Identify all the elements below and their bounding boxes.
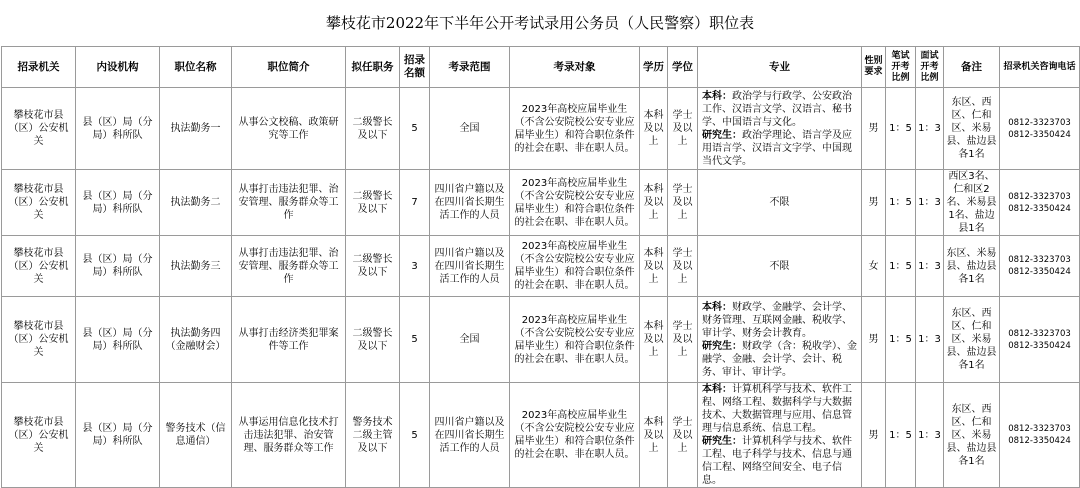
cell-quota: 5 xyxy=(400,88,430,170)
cell-position: 执法勤务三 xyxy=(160,236,232,297)
cell-rank: 二级警长及以下 xyxy=(346,170,400,236)
cell-gender: 男 xyxy=(862,88,886,170)
cell-intro: 从事运用信息化技术打击违法犯罪、治安管理、服务群众等工作 xyxy=(232,383,346,488)
cell-note: 东区、西区、仁和区、米易县、盐边县各1名 xyxy=(944,88,1000,170)
cell-note: 东区、米易县、盐边县各1名 xyxy=(944,236,1000,297)
cell-education: 本科及以上 xyxy=(640,297,668,383)
phone-2: 0812-3350424 xyxy=(1008,203,1071,214)
cell-dept: 县（区）局（分局）科所队 xyxy=(76,236,160,297)
cell-rank: 二级警长及以下 xyxy=(346,236,400,297)
page-title: 攀枝花市2022年下半年公开考试录用公务员（人民警察）职位表 xyxy=(325,14,755,32)
cell-dept: 县（区）局（分局）科所队 xyxy=(76,297,160,383)
cell-degree: 学士及以上 xyxy=(668,383,698,488)
cell-scope: 全国 xyxy=(430,88,510,170)
cell-note: 东区、西区、仁和区、米易县、盐边县各1名 xyxy=(944,383,1000,488)
major-undergrad-text: 政治学与行政学、公安政治工作、汉语言文学、汉语言、秘书学、中国语言与文化。 xyxy=(702,90,852,128)
cell-agency: 攀枝花市县（区）公安机关 xyxy=(2,88,76,170)
cell-major: 不限 xyxy=(698,170,862,236)
major-grad-label: 研究生： xyxy=(702,340,742,352)
cell-interview-ratio: 1：3 xyxy=(916,297,944,383)
header-position: 职位名称 xyxy=(160,47,232,88)
major-grad-text: 计算机科学与技术、软件工程、电子科学与技术、信息与通信工程、网络空间安全、电子信息。 xyxy=(702,436,852,486)
header-intro: 职位简介 xyxy=(232,47,346,88)
phone-2: 0812-3350424 xyxy=(1008,267,1071,277)
cell-written-ratio: 1：5 xyxy=(886,170,916,236)
cell-note: 东区、西区、仁和区、米易县、盐边县各1名 xyxy=(944,297,1000,383)
cell-target: 2023年高校应届毕业生（不含公安院校公安专业应届毕业生）和符合职位条件的社会在职、非在职人员。 xyxy=(510,236,640,297)
header-scope: 考录范围 xyxy=(430,47,510,88)
header-degree: 学位 xyxy=(668,47,698,88)
cell-major xyxy=(698,383,862,488)
major-undergrad-label: 本科： xyxy=(702,384,732,395)
cell-quota: 3 xyxy=(400,236,430,297)
cell-scope: 四川省户籍以及在四川省长期生活工作的人员 xyxy=(430,383,510,488)
cell-education: 本科及以上 xyxy=(640,88,668,170)
cell-interview-ratio: 1：3 xyxy=(916,170,944,236)
major-undergrad-text: 财政学、金融学、会计学、财务管理、互联网金融、税收学、审计学、财务会计教育。 xyxy=(702,301,852,339)
header-agency: 招录机关 xyxy=(2,47,76,88)
cell-agency: 攀枝花市县（区）公安机关 xyxy=(2,170,76,236)
table-row xyxy=(2,297,1080,383)
header-rank: 拟任职务 xyxy=(346,47,400,88)
cell-degree: 学士及以上 xyxy=(668,170,698,236)
cell-position: 执法勤务二 xyxy=(160,170,232,236)
cell-phone xyxy=(1000,297,1080,383)
header-note: 备注 xyxy=(944,47,1000,88)
major-grad-text: 政治学理论、语言学及应用语言学、汉语言文字学、中国现当代文学。 xyxy=(702,129,852,167)
cell-scope: 全国 xyxy=(430,297,510,383)
cell-position: 执法勤务一 xyxy=(160,88,232,170)
major-grad-label: 研究生： xyxy=(702,436,742,447)
cell-major xyxy=(698,88,862,170)
cell-note: 西区3名、仁和区2名、米易县1名、盐边县1名 xyxy=(944,170,1000,236)
phone-2: 0812-3350424 xyxy=(1008,129,1071,140)
cell-quota: 5 xyxy=(400,383,430,488)
phone-1: 0812-3323703 xyxy=(1008,328,1071,339)
cell-agency: 攀枝花市县（区）公安机关 xyxy=(2,236,76,297)
header-quota: 招录名额 xyxy=(400,47,430,88)
cell-gender: 男 xyxy=(862,170,886,236)
header-phone: 招录机关咨询电话 xyxy=(1000,47,1080,88)
cell-degree: 学士及以上 xyxy=(668,297,698,383)
header-written-ratio: 笔试开考比例 xyxy=(886,47,916,88)
cell-dept: 县（区）局（分局）科所队 xyxy=(76,383,160,488)
cell-degree: 学士及以上 xyxy=(668,88,698,170)
major-grad-text: 财政学（含：税收学）、金融学、金融、会计学、会计、税务、审计、审计学。 xyxy=(702,340,857,378)
table-header-row xyxy=(2,47,1080,88)
cell-target: 2023年高校应届毕业生（不含公安院校公安专业应届毕业生）和符合职位条件的社会在职、非在职人员。 xyxy=(510,88,640,170)
phone-1: 0812-3323703 xyxy=(1008,424,1071,434)
cell-phone xyxy=(1000,383,1080,488)
cell-interview-ratio: 1：3 xyxy=(916,88,944,170)
cell-gender: 男 xyxy=(862,383,886,488)
cell-written-ratio: 1：5 xyxy=(886,88,916,170)
cell-written-ratio: 1：5 xyxy=(886,383,916,488)
cell-rank: 二级警长及以下 xyxy=(346,88,400,170)
cell-gender: 男 xyxy=(862,297,886,383)
cell-target: 2023年高校应届毕业生（不含公安院校公安专业应届毕业生）和符合职位条件的社会在职、非在职人员。 xyxy=(510,170,640,236)
cell-written-ratio: 1：5 xyxy=(886,297,916,383)
cell-intro: 从事打击违法犯罪、治安管理、服务群众等工作 xyxy=(232,170,346,236)
cell-education: 本科及以上 xyxy=(640,383,668,488)
cell-degree: 学士及以上 xyxy=(668,236,698,297)
cell-intro: 从事打击违法犯罪、治安管理、服务群众等工作 xyxy=(232,236,346,297)
table-row xyxy=(2,383,1080,488)
header-major: 专业 xyxy=(698,47,862,88)
position-table xyxy=(1,46,1080,488)
cell-gender: 女 xyxy=(862,236,886,297)
cell-interview-ratio: 1：3 xyxy=(916,236,944,297)
cell-phone xyxy=(1000,170,1080,236)
cell-phone xyxy=(1000,236,1080,297)
cell-agency: 攀枝花市县（区）公安机关 xyxy=(2,383,76,488)
header-education: 学历 xyxy=(640,47,668,88)
cell-education: 本科及以上 xyxy=(640,170,668,236)
phone-2: 0812-3350424 xyxy=(1008,436,1071,446)
cell-position: 执法勤务四（金融财会） xyxy=(160,297,232,383)
cell-dept: 县（区）局（分局）科所队 xyxy=(76,88,160,170)
major-undergrad-label: 本科： xyxy=(702,90,732,102)
header-dept: 内设机构 xyxy=(76,47,160,88)
table-row xyxy=(2,236,1080,297)
cell-written-ratio: 1：5 xyxy=(886,236,916,297)
cell-interview-ratio: 1：3 xyxy=(916,383,944,488)
cell-intro: 从事打击经济类犯罪案件等工作 xyxy=(232,297,346,383)
cell-scope: 四川省户籍以及在四川省长期生活工作的人员 xyxy=(430,236,510,297)
cell-phone xyxy=(1000,88,1080,170)
cell-position: 警务技术（信息通信） xyxy=(160,383,232,488)
major-undergrad-text: 计算机科学与技术、软件工程、网络工程、数据科学与大数据技术、大数据管理与应用、信息管理与信息系统、信息工程。 xyxy=(702,384,852,434)
header-gender: 性别要求 xyxy=(862,47,886,88)
cell-rank: 二级警长及以下 xyxy=(346,297,400,383)
phone-1: 0812-3323703 xyxy=(1008,191,1071,202)
cell-scope: 四川省户籍以及在四川省长期生活工作的人员 xyxy=(430,170,510,236)
cell-major: 不限 xyxy=(698,236,862,297)
major-undergrad-label: 本科： xyxy=(702,301,732,313)
cell-agency: 攀枝花市县（区）公安机关 xyxy=(2,297,76,383)
major-grad-label: 研究生： xyxy=(702,129,742,141)
cell-target: 2023年高校应届毕业生（不含公安院校公安专业应届毕业生）和符合职位条件的社会在职、非在职人员。 xyxy=(510,297,640,383)
header-target: 考录对象 xyxy=(510,47,640,88)
cell-education: 本科及以上 xyxy=(640,236,668,297)
table-row xyxy=(2,88,1080,170)
cell-rank: 警务技术二级主管及以下 xyxy=(346,383,400,488)
cell-quota: 5 xyxy=(400,297,430,383)
phone-2: 0812-3350424 xyxy=(1008,340,1071,351)
cell-target: 2023年高校应届毕业生（不含公安院校公安专业应届毕业生）和符合职位条件的社会在职、非在职人员。 xyxy=(510,383,640,488)
header-interview-ratio: 面试开考比例 xyxy=(916,47,944,88)
cell-intro: 从事公文校稿、政策研究等工作 xyxy=(232,88,346,170)
cell-quota: 7 xyxy=(400,170,430,236)
cell-major xyxy=(698,297,862,383)
phone-1: 0812-3323703 xyxy=(1008,117,1071,128)
cell-dept: 县（区）局（分局）科所队 xyxy=(76,170,160,236)
table-row xyxy=(2,170,1080,236)
phone-1: 0812-3323703 xyxy=(1008,255,1071,265)
